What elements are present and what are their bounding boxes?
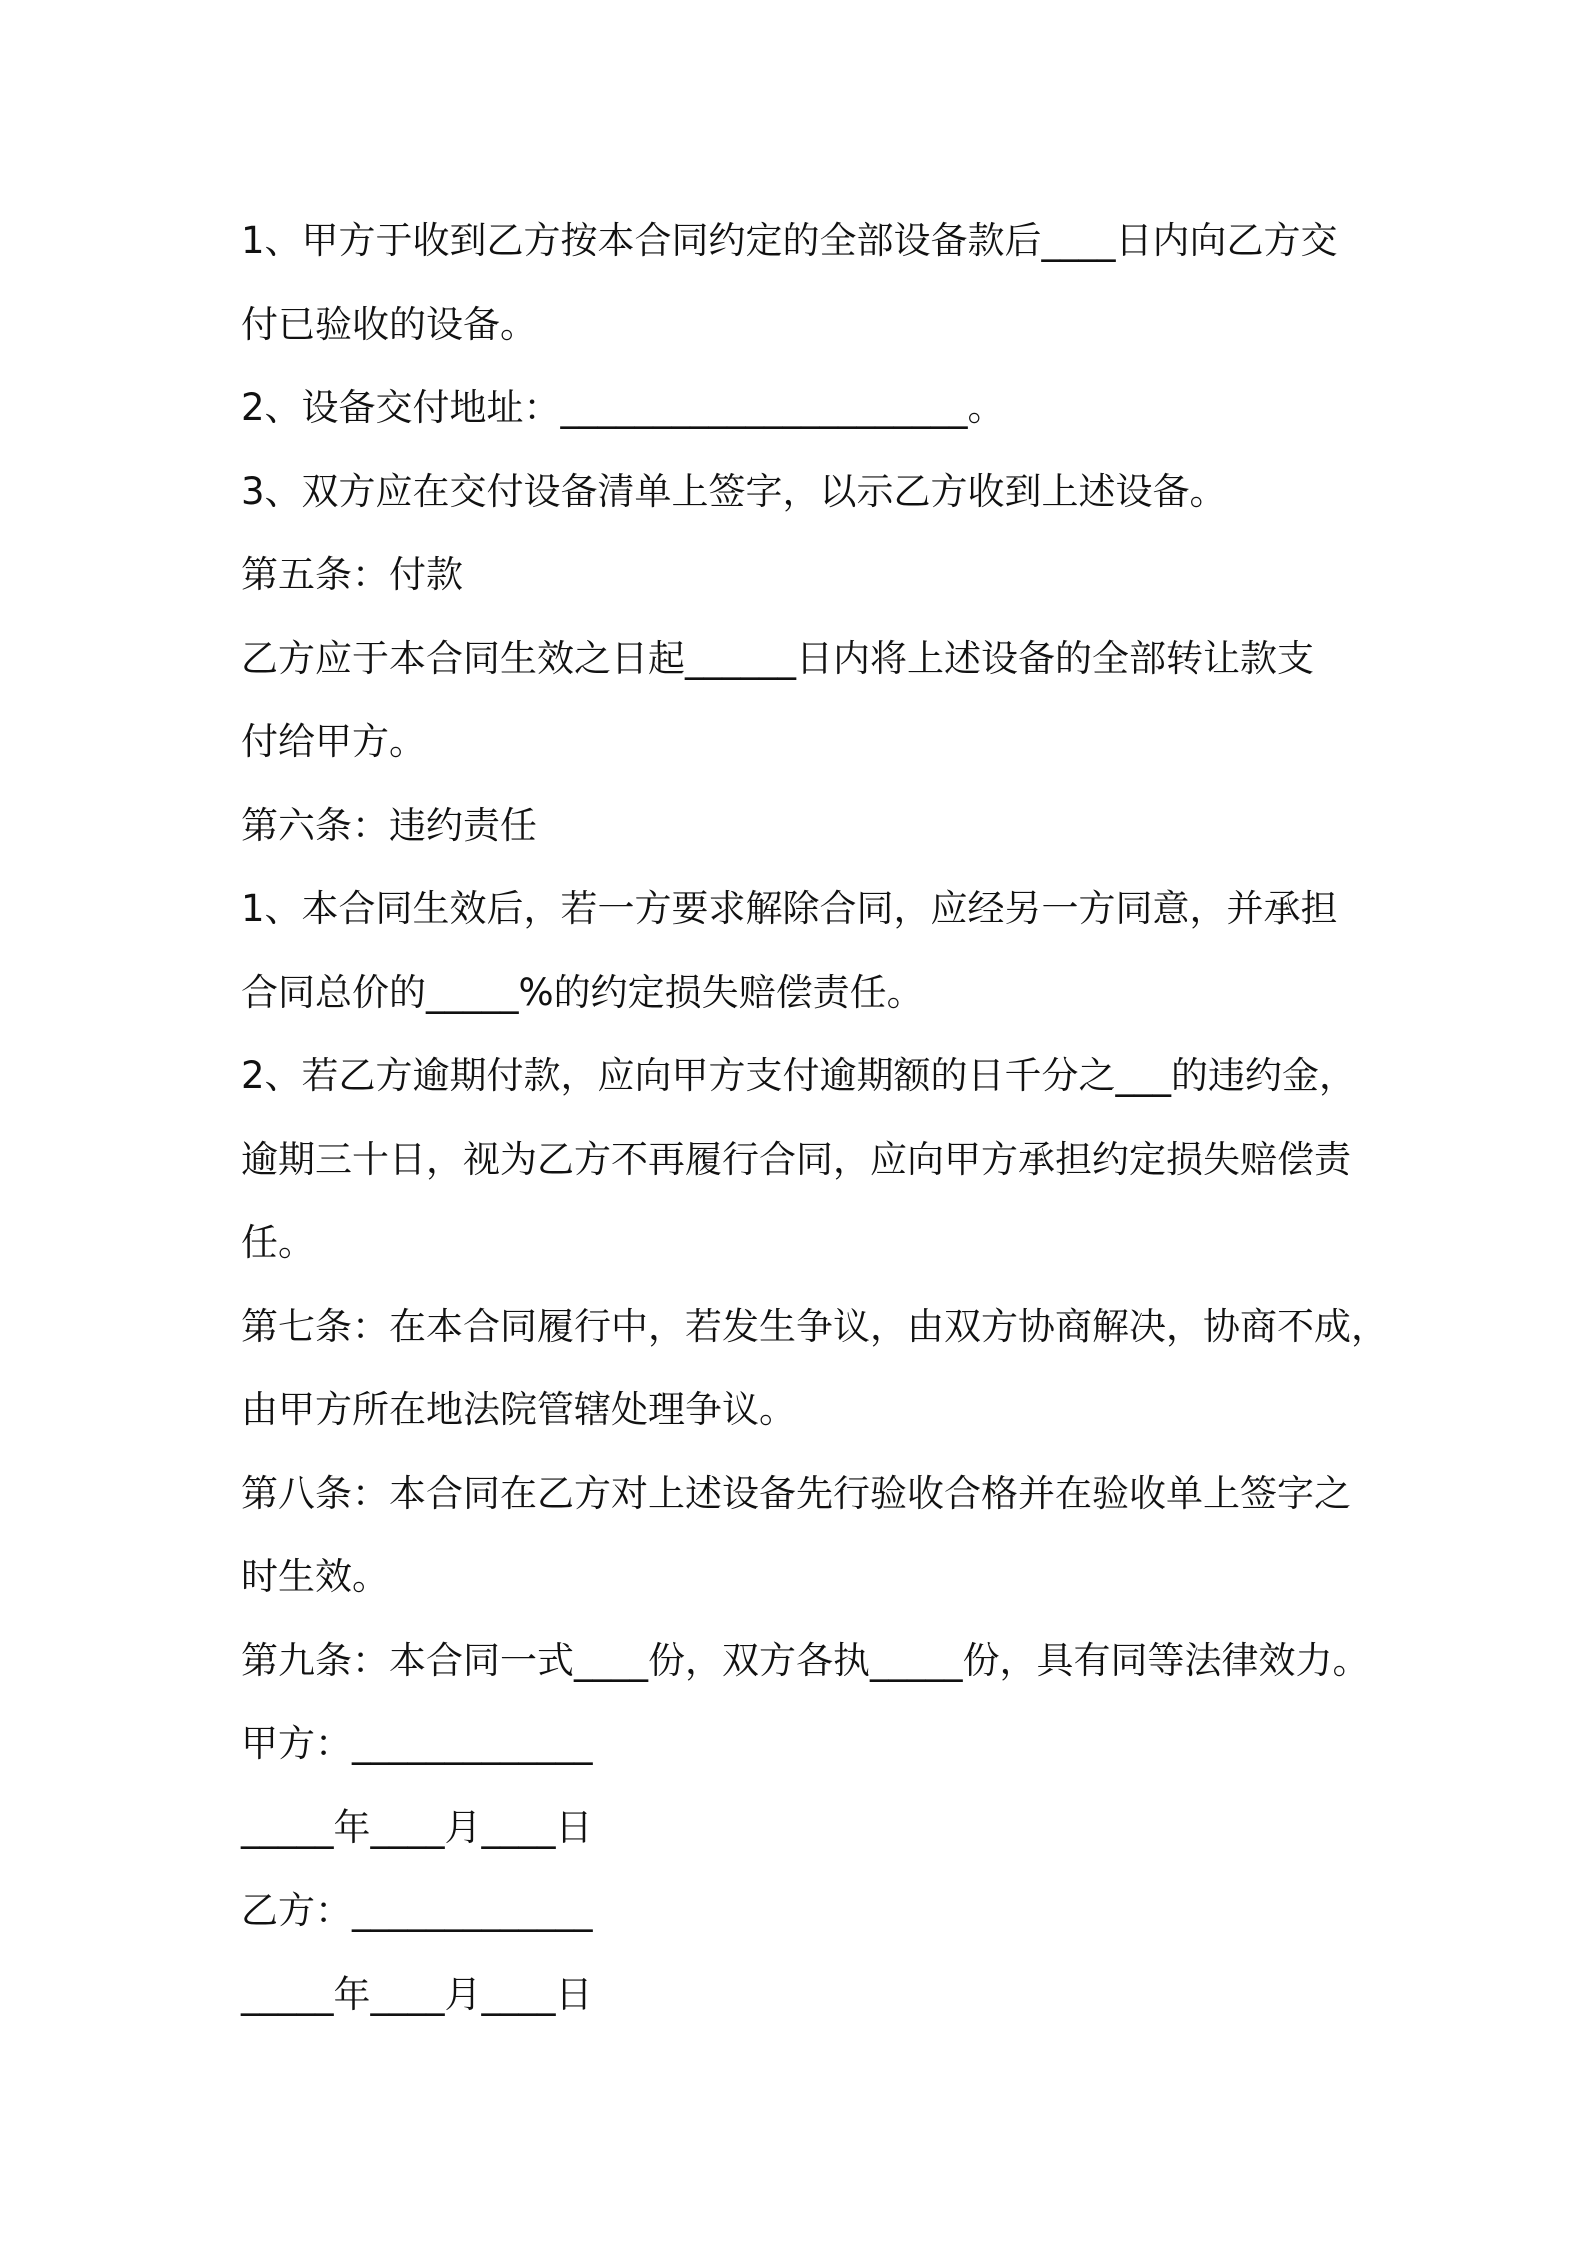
- payment-clause-line-2: 付给甲方。: [241, 720, 426, 763]
- breach-clause-1-line-2: 合同总价的_____%的约定损失赔偿责任。: [241, 970, 924, 1014]
- article-5-heading: 第五条：付款: [241, 553, 463, 596]
- party-b-signature: 乙方：_____________: [241, 1889, 593, 1932]
- clause-5-1-line-2: 付已验收的设备。: [241, 302, 537, 346]
- article-9: 第九条：本合同一式____份，双方各执_____份，具有同等法律效力。: [241, 1638, 1370, 1682]
- clause-5-1-line-1: 1、甲方于收到乙方按本合同约定的全部设备款后____日内向乙方交: [241, 219, 1338, 262]
- party-b-date: _____年____月____日: [241, 1972, 593, 2016]
- document-page: [241, 199, 1388, 2036]
- breach-clause-2-line-1: 2、若乙方逾期付款，应向甲方支付逾期额的日千分之___的违约金，: [241, 1054, 1357, 1097]
- party-a-signature: 甲方：_____________: [241, 1722, 593, 1765]
- article-8-line-2: 时生效。: [241, 1555, 389, 1598]
- party-a-date: _____年____月____日: [241, 1805, 593, 1849]
- clause-signing-list: 3、双方应在交付设备清单上签字，以示乙方收到上述设备。: [241, 469, 1227, 513]
- article-8-line-1: 第八条：本合同在乙方对上述设备先行验收合格并在验收单上签字之: [241, 1471, 1351, 1515]
- breach-clause-2-line-3: 任。: [241, 1221, 315, 1264]
- article-7-line-1: 第七条：在本合同履行中，若发生争议，由双方协商解决，协商不成，: [241, 1304, 1388, 1348]
- breach-clause-2-line-2: 逾期三十日，视为乙方不再履行合同，应向甲方承担约定损失赔偿责: [241, 1137, 1351, 1181]
- article-7-line-2: 由甲方所在地法院管辖处理争议。: [241, 1388, 796, 1431]
- breach-clause-1-line-1: 1、本合同生效后，若一方要求解除合同，应经另一方同意，并承担: [241, 887, 1338, 930]
- payment-clause-line-1: 乙方应于本合同生效之日起______日内将上述设备的全部转让款支: [241, 636, 1314, 680]
- clause-delivery-address: 2、设备交付地址：______________________。: [241, 386, 1005, 429]
- article-6-heading: 第六条：违约责任: [241, 803, 537, 847]
